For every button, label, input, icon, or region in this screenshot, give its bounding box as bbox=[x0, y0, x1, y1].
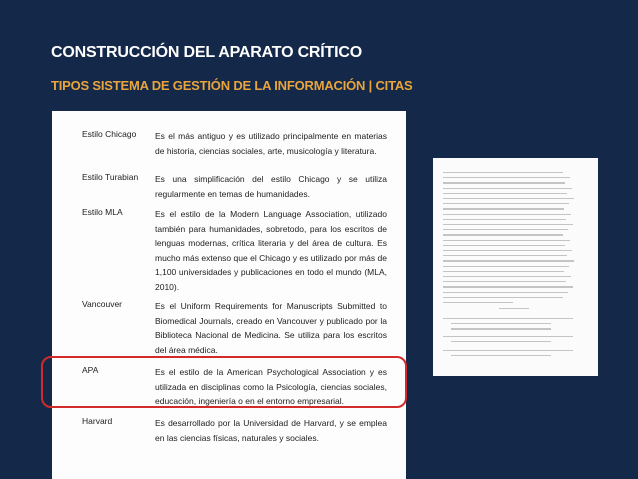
thumbnail-line bbox=[443, 286, 573, 287]
document-page-thumbnail bbox=[433, 158, 598, 376]
thumbnail-line bbox=[443, 350, 573, 351]
thumbnail-line bbox=[443, 240, 570, 241]
style-description: Es el Uniform Requirements for Manuscripts Submitted to Biomedical Journals, creado en Vancouver y publicado por la Biblioteca Nacional de Medicina. Se utiliza para los escritos del área médica. bbox=[155, 301, 387, 355]
thumbnail-line bbox=[443, 193, 567, 194]
style-name: Estilo Turabian bbox=[82, 172, 139, 182]
thumbnail-line bbox=[443, 250, 572, 251]
thumbnail-line bbox=[443, 302, 513, 303]
style-description: Es una simplificación del estilo Chicago y se utiliza regularmente en temas de humanidades. bbox=[155, 174, 387, 199]
style-description: Es el estilo de la Modern Language Association, utilizado también para humanidades, sobretodo, para los escritos de lenguas modernas, crítica literaria y del área de cultura. Es mucho más extenso que el Chicago y es utilizado por más de 1,100 universidades y publicaciones en todo el mundo (MLA, 2010). bbox=[155, 209, 387, 292]
style-description: Es el estilo de la American Psychological Association y es utilizada en disciplinas como la Psicología, ciencias sociales, educación, ingeniería o en el entorno empresarial. bbox=[155, 367, 387, 406]
thumbnail-line bbox=[443, 229, 568, 230]
thumbnail-line bbox=[443, 336, 573, 337]
thumbnail-line bbox=[443, 276, 571, 277]
thumbnail-line bbox=[443, 260, 574, 261]
style-description: Es el más antiguo y es utilizado principalmente en materias de historia, ciencias sociales, arte, musicología y literatura. bbox=[155, 131, 387, 156]
thumbnail-line bbox=[451, 328, 551, 329]
thumbnail-line bbox=[443, 172, 563, 173]
thumbnail-line bbox=[443, 203, 569, 204]
style-name: Estilo MLA bbox=[82, 207, 123, 217]
style-name: Vancouver bbox=[82, 299, 123, 309]
slide-title: CONSTRUCCIÓN DEL APARATO CRÍTICO bbox=[51, 44, 362, 61]
thumbnail-line bbox=[451, 323, 551, 324]
thumbnail-line bbox=[443, 271, 564, 272]
thumbnail-line bbox=[499, 308, 529, 309]
thumbnail-line bbox=[443, 182, 565, 183]
thumbnail-line bbox=[443, 188, 572, 189]
thumbnail-line bbox=[443, 224, 573, 225]
thumbnail-line bbox=[443, 292, 568, 293]
thumbnail-line bbox=[443, 266, 569, 267]
style-name: Harvard bbox=[82, 416, 113, 426]
thumbnail-line bbox=[443, 208, 564, 209]
citation-styles-table bbox=[52, 111, 406, 479]
thumbnail-line bbox=[443, 297, 563, 298]
thumbnail-line bbox=[443, 198, 574, 199]
style-name: APA bbox=[82, 365, 99, 375]
thumbnail-line bbox=[451, 355, 551, 356]
slide-subtitle: TIPOS SISTEMA DE GESTIÓN DE LA INFORMACIÓN | CITAS bbox=[51, 78, 413, 93]
thumbnail-line bbox=[443, 214, 571, 215]
apa-highlight-frame bbox=[41, 356, 407, 408]
thumbnail-line bbox=[451, 341, 551, 342]
thumbnail-line bbox=[443, 234, 563, 235]
thumbnail-line bbox=[443, 318, 573, 319]
thumbnail-line bbox=[443, 281, 566, 282]
style-description: Es desarrollado por la Universidad de Harvard, y se emplea en las ciencias físicas, naturales y sociales. bbox=[155, 418, 387, 443]
thumbnail-line bbox=[443, 255, 567, 256]
style-name: Estilo Chicago bbox=[82, 129, 137, 139]
thumbnail-line bbox=[443, 177, 570, 178]
thumbnail-line bbox=[443, 245, 565, 246]
thumbnail-line bbox=[443, 219, 566, 220]
